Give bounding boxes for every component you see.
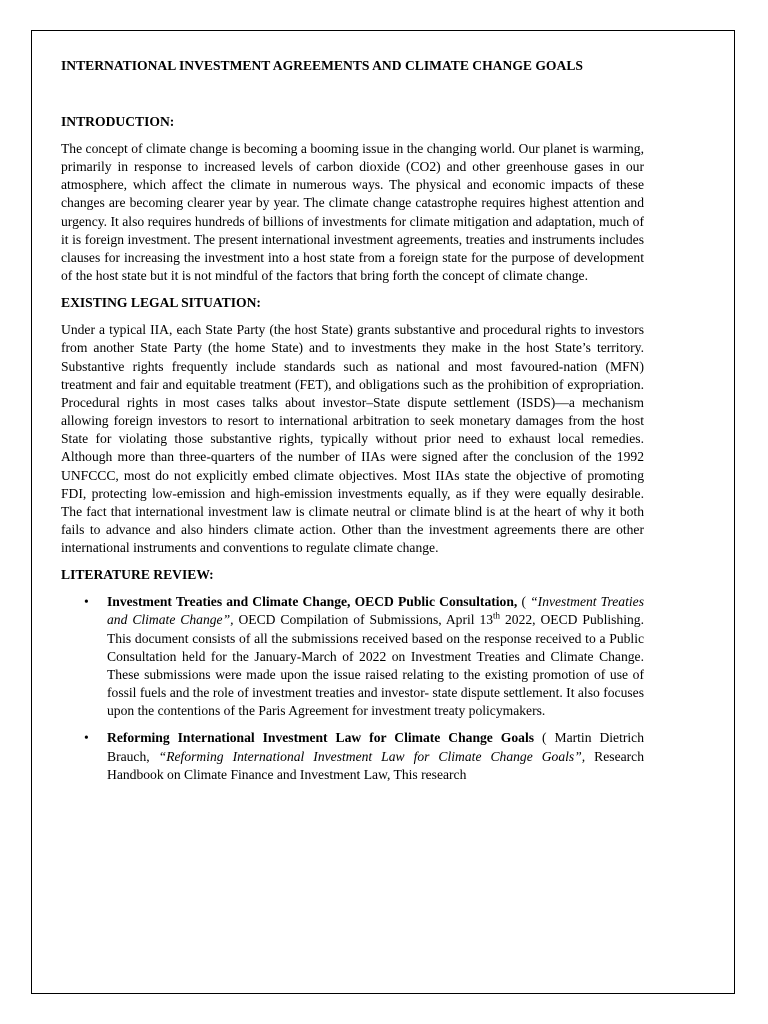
date-superscript: th: [493, 610, 501, 621]
bullet-icon: •: [84, 730, 89, 746]
literature-text: OECD Compilation of Submissions, April 13: [233, 612, 494, 628]
existing-legal-situation-paragraph: Under a typical IIA, each State Party (the host State) grants substantive and procedural rights to investors from another State Party (the home State) and to investments they make in the host State’s territory. Substantive rights frequently include standards such as national and most favoured-nation (MFN) treatment and fair and equitable treatment (FET), and obligations such as the prohibition of expropriation. Procedural rights in most cases talks about investor–State dispute settlement (ISDS)—a mechanism allowing foreign investors to resort to international arbitration to seek monetary damages from the host State for violating those substantive rights, typically without prior need to exhaust local remedies. Although more than three-quarters of the number of IIAs were signed after the conclusion of the 1992 UNFCCC, most do not explicitly embed climate objectives. Most IIAs state the objective of promoting FDI, protecting low-emission and high-emission investments equally, as if they were equally desirable. The fact that international investment law is climate neutral or climate blind is at the heart of why it both fails to advance and also hinders climate action. Other than the investment agreements there are other international instruments and conventions to regulate climate change.: [61, 322, 644, 556]
literature-italic-title: “Reforming International Investment Law for Climate Change Goals”,: [158, 748, 586, 764]
section-heading-introduction: INTRODUCTION:: [61, 114, 175, 129]
literature-title: Investment Treaties and Climate Change, OECD Public Consultation,: [107, 594, 518, 610]
document-title: INTERNATIONAL INVESTMENT AGREEMENTS AND CLIMATE CHANGE GOALS: [61, 58, 583, 73]
literature-title: Reforming International Investment Law for Climate Change Goals: [107, 730, 535, 746]
section-heading-existing-legal-situation: EXISTING LEGAL SITUATION:: [61, 295, 261, 311]
literature-italic-title: “Investment Treaties and Climate Change”,: [107, 594, 644, 628]
literature-open: (: [517, 594, 531, 610]
literature-open: ( Martin Dietrich Brauch,: [107, 730, 645, 764]
introduction-paragraph: The concept of climate change is becoming a booming issue in the changing world. Our planet is warming, primarily in response to increased levels of carbon dioxide (CO2) and other greenhouse gases in our atmosphere, which affect the climate in numerous ways. The physical and economic impacts of these changes are becoming clearer year by year. The climate change catastrophe requires highest attention and urgency. It also requires hundreds of billions of investments for climate mitigation and adaptation, much of it is foreign investment. The present international investment agreements, treaties and instruments includes clauses for increasing the investment into a host state from a foreign state for the purpose of development of the host state but it is not mindful of the factors that bring forth the concept of climate change.: [61, 141, 644, 284]
document-body: [61, 57, 644, 793]
section-heading-literature-review: LITERATURE REVIEW:: [61, 567, 214, 583]
literature-list: [61, 593, 644, 784]
list-item: [61, 593, 644, 720]
literature-text-rest: 2022, OECD Publishing. This document consists of all the submissions received based on the response received to a Public Consultation held for the January-March of 2022 on Investment Treaties and Climate Change. These submissions were made upon the issue raised relating to the existing promotion of use of fossil fuels and the role of investment treaties and investor- state dispute settlement. It also focuses upon the contentions of the Paris Agreement for investment treaty policymakers.: [107, 612, 644, 719]
bullet-icon: •: [84, 594, 89, 610]
list-item: [61, 729, 644, 783]
literature-text-rest: Research Handbook on Climate Finance and Investment Law, This research: [107, 748, 644, 782]
